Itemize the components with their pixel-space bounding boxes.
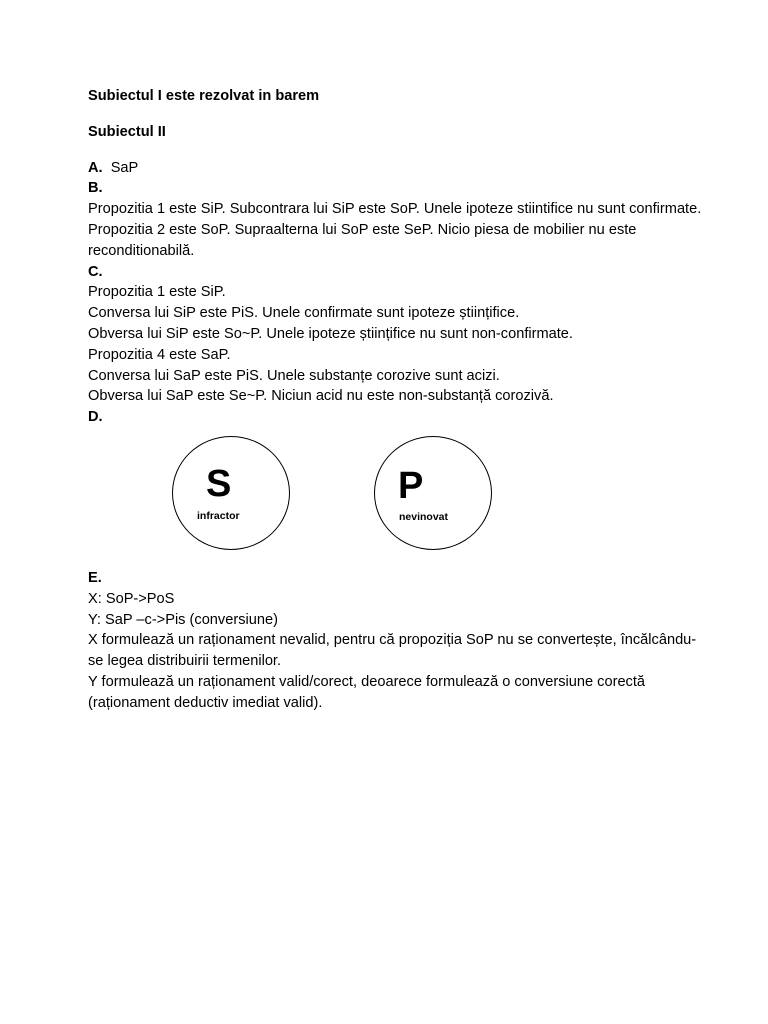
- section-e-label: E.: [88, 569, 102, 586]
- section-b-line-1: Propozitia 1 este SiP. Subcontrara lui SiP este SoP. Unele ipoteze stiintifice nu sunt confirmate.: [88, 201, 702, 218]
- section-e-line-4: Y formulează un raționament valid/corect, deoarece formulează o conversiune corectă (raționament deductiv imediat valid).: [88, 673, 646, 711]
- predicate-term: nevinovat: [399, 510, 449, 523]
- section-b-label: B.: [88, 180, 103, 197]
- section-c-label: C.: [88, 263, 103, 280]
- section-c-line-3: Obversa lui SiP este So~P. Unele ipoteze științifice nu sunt non-confirmate.: [88, 325, 573, 342]
- venn-diagram: [88, 428, 708, 568]
- section-a-text: SaP: [110, 159, 139, 176]
- document-title: Subiectul I este rezolvat in barem: [88, 88, 320, 104]
- subject-term: infractor: [197, 509, 240, 522]
- section-d-label: D.: [88, 409, 103, 426]
- section-b-line-2: Propozitia 2 este SoP. Supraalterna lui SoP este SeP. Nicio piesa de mobilier nu este reconditionabilă.: [88, 221, 637, 259]
- subject-letter: S: [206, 462, 232, 505]
- section-a: [88, 158, 708, 179]
- section-c-line-2: Conversa lui SiP este PiS. Unele confirmate sunt ipoteze științifice.: [88, 305, 520, 322]
- section-e-line-2: Y: SaP –c->Pis (conversiune): [88, 611, 278, 628]
- section-c-line-6: Obversa lui SaP este Se~P. Niciun acid nu este non-substanță corozivă.: [88, 388, 554, 405]
- section-e-line-3: X formulează un raționament nevalid, pentru că propoziția SoP nu se convertește, încălcându-se legea distribuirii termenilor.: [88, 632, 697, 670]
- section-c-line-5: Conversa lui SaP este PiS. Unele substanțe corozive sunt acizi.: [88, 367, 500, 384]
- section-a-label: A.: [88, 159, 103, 176]
- section-e-line-1: X: SoP->PoS: [88, 590, 175, 607]
- predicate-circle: [374, 436, 492, 550]
- section-c-line-1: Propozitia 1 este SiP.: [88, 284, 226, 301]
- subject-circle: [172, 436, 290, 550]
- document-page: [88, 86, 708, 714]
- document-subtitle: Subiectul II: [88, 123, 166, 140]
- section-c-line-4: Propozitia 4 este SaP.: [88, 346, 231, 363]
- predicate-letter: P: [398, 464, 424, 507]
